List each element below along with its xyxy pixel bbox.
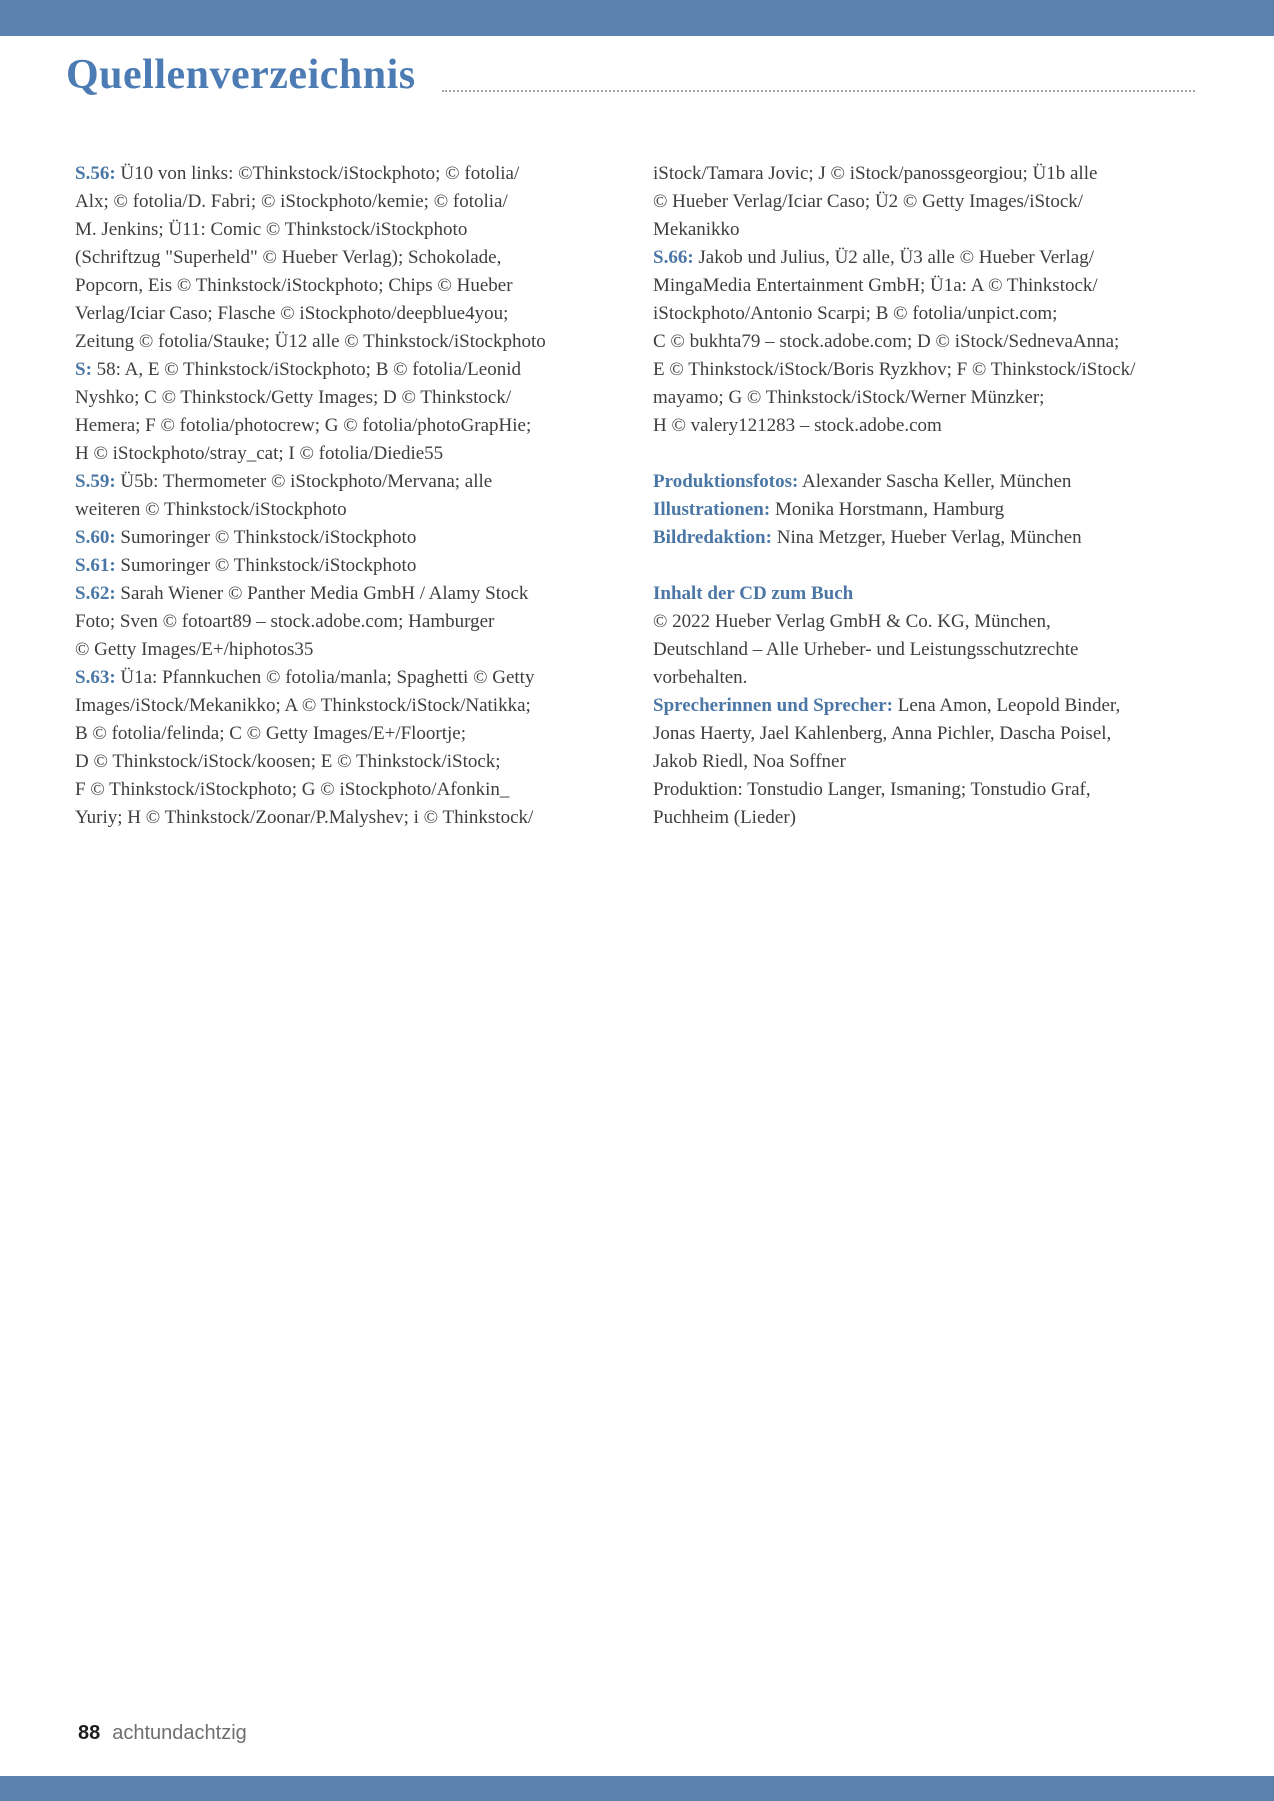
source-line <box>653 636 1199 664</box>
credit-text: weiteren © Thinkstock/iStockphoto <box>75 499 347 520</box>
credit-block <box>653 468 1199 552</box>
credit-text: vorbehalten. <box>653 667 748 688</box>
page-number-word: achtundachtzig <box>112 1722 247 1744</box>
page-ref-label: S.63: <box>75 667 116 688</box>
page-ref-label: Produktionsfotos: <box>653 471 799 492</box>
source-line <box>75 776 653 804</box>
source-line <box>75 748 653 776</box>
source-line <box>75 384 653 412</box>
credit-text: Puchheim (Lieder) <box>653 807 796 828</box>
page-ref-label: Bildredaktion: <box>653 527 772 548</box>
credit-text: Jonas Haerty, Jael Kahlenberg, Anna Pichler, Dascha Poisel, <box>653 723 1112 744</box>
page-ref-label: S: <box>75 359 92 380</box>
credit-text: Produktion: Tonstudio Langer, Ismaning; Tonstudio Graf, <box>653 779 1091 800</box>
credit-text: Nyshko; C © Thinkstock/Getty Images; D © Thinkstock/ <box>75 387 512 408</box>
credits-columns <box>75 160 1199 832</box>
source-line <box>75 636 653 664</box>
credit-text: (Schriftzug "Superheld" © Hueber Verlag); Schokolade, <box>75 247 502 268</box>
page-ref-label: S.66: <box>653 247 694 268</box>
credit-text: Verlag/Iciar Caso; Flasche © iStockphoto/deepblue4you; <box>75 303 509 324</box>
source-line <box>75 440 653 468</box>
credit-text: Zeitung © fotolia/Stauke; Ü12 alle © Thinkstock/iStockphoto <box>75 331 546 352</box>
source-line <box>653 804 1199 832</box>
credit-block <box>75 160 653 832</box>
page-ref-label: S.59: <box>75 471 116 492</box>
page-footer <box>78 1720 247 1746</box>
source-line <box>653 384 1199 412</box>
source-line <box>75 552 653 580</box>
page-ref-label: Sprecherinnen und Sprecher: <box>653 695 893 716</box>
source-line <box>653 188 1199 216</box>
credit-text: M. Jenkins; Ü11: Comic © Thinkstock/iStockphoto <box>75 219 468 240</box>
source-line <box>75 188 653 216</box>
source-line <box>653 692 1199 720</box>
top-bar <box>0 0 1274 36</box>
credit-text: Jakob und Julius, Ü2 alle, Ü3 alle © Hueber Verlag/ <box>693 247 1094 268</box>
credit-text: Alexander Sascha Keller, München <box>798 471 1072 492</box>
credit-text: Mekanikko <box>653 219 740 240</box>
source-line <box>653 664 1199 692</box>
left-column <box>75 160 653 832</box>
source-line <box>75 328 653 356</box>
source-line <box>75 216 653 244</box>
credit-text: Ü1a: Pfannkuchen © fotolia/manla; Spaghetti © Getty <box>115 667 535 688</box>
source-line <box>653 524 1199 552</box>
page-ref-label: S.56: <box>75 163 116 184</box>
credit-text: H © iStockphoto/stray_cat; I © fotolia/Diedie55 <box>75 443 444 464</box>
credit-text: Nina Metzger, Hueber Verlag, München <box>771 527 1082 548</box>
source-line <box>75 468 653 496</box>
source-line <box>653 300 1199 328</box>
credit-text: mayamo; G © Thinkstock/iStock/Werner Münzker; <box>653 387 1045 408</box>
credit-text: MingaMedia Entertainment GmbH; Ü1a: A © Thinkstock/ <box>653 275 1098 296</box>
source-line <box>653 580 1199 608</box>
credit-text: Sumoringer © Thinkstock/iStockphoto <box>115 555 417 576</box>
right-column <box>653 160 1199 832</box>
source-line <box>75 580 653 608</box>
source-line <box>75 272 653 300</box>
source-line <box>653 216 1199 244</box>
credit-text: Foto; Sven © fotoart89 – stock.adobe.com; Hamburger <box>75 611 495 632</box>
source-line <box>653 468 1199 496</box>
credit-text: E © Thinkstock/iStock/Boris Ryzkhov; F © Thinkstock/iStock/ <box>653 359 1136 380</box>
page-ref-label: Illustrationen: <box>653 499 771 520</box>
source-line <box>653 328 1199 356</box>
credit-text: Sarah Wiener © Panther Media GmbH / Alamy Stock <box>115 583 529 604</box>
source-line <box>75 664 653 692</box>
source-line <box>75 524 653 552</box>
credit-text: Yuriy; H © Thinkstock/Zoonar/P.Malyshev; i © Thinkstock/ <box>75 807 534 828</box>
credit-text: H © valery121283 – stock.adobe.com <box>653 415 942 436</box>
title-dotted-line <box>442 90 1195 92</box>
credit-text: Monika Horstmann, Hamburg <box>770 499 1005 520</box>
source-line <box>653 720 1199 748</box>
page-number: 88 <box>78 1722 101 1744</box>
credit-text: © Hueber Verlag/Iciar Caso; Ü2 © Getty Images/iStock/ <box>653 191 1084 212</box>
page-ref-label: S.61: <box>75 555 116 576</box>
source-line <box>653 412 1199 440</box>
credit-text: B © fotolia/felinda; C © Getty Images/E+/Floortje; <box>75 723 467 744</box>
page-title: Quellenverzeichnis <box>66 52 416 98</box>
source-line <box>653 776 1199 804</box>
source-line <box>653 272 1199 300</box>
source-line <box>653 608 1199 636</box>
source-line <box>75 300 653 328</box>
credit-text: F © Thinkstock/iStockphoto; G © iStockphoto/Afonkin_ <box>75 779 510 800</box>
credit-text: Lena Amon, Leopold Binder, <box>893 695 1121 716</box>
credit-text: Hemera; F © fotolia/photocrew; G © fotolia/photoGrapHie; <box>75 415 532 436</box>
source-line <box>75 692 653 720</box>
credit-text: iStockphoto/Antonio Scarpi; B © fotolia/unpict.com; <box>653 303 1058 324</box>
credit-text: Sumoringer © Thinkstock/iStockphoto <box>115 527 417 548</box>
source-line <box>75 412 653 440</box>
credit-text: D © Thinkstock/iStock/koosen; E © Thinkstock/iStock; <box>75 751 501 772</box>
source-line <box>653 356 1199 384</box>
credit-text: 58: A, E © Thinkstock/iStockphoto; B © fotolia/Leonid <box>91 359 521 380</box>
credit-text: Alx; © fotolia/D. Fabri; © iStockphoto/kemie; © fotolia/ <box>75 191 508 212</box>
credit-text: C © bukhta79 – stock.adobe.com; D © iStock/SednevaAnna; <box>653 331 1120 352</box>
source-line <box>653 496 1199 524</box>
source-line <box>653 160 1199 188</box>
credit-block <box>653 580 1199 832</box>
credit-block <box>653 160 1199 440</box>
source-line <box>75 608 653 636</box>
credit-text: Images/iStock/Mekanikko; A © Thinkstock/iStock/Natikka; <box>75 695 531 716</box>
source-line <box>75 720 653 748</box>
page-ref-label: Inhalt der CD zum Buch <box>653 583 854 604</box>
credit-text: Jakob Riedl, Noa Soffner <box>653 751 846 772</box>
source-line <box>75 244 653 272</box>
credit-text: Popcorn, Eis © Thinkstock/iStockphoto; Chips © Hueber <box>75 275 513 296</box>
source-line <box>75 496 653 524</box>
credit-text: Deutschland – Alle Urheber- und Leistungsschutzrechte <box>653 639 1079 660</box>
page-ref-label: S.60: <box>75 527 116 548</box>
credit-text: Ü5b: Thermometer © iStockphoto/Mervana; alle <box>115 471 493 492</box>
credit-text: Ü10 von links: ©Thinkstock/iStockphoto; © fotolia/ <box>115 163 520 184</box>
source-line <box>75 160 653 188</box>
credit-text: © 2022 Hueber Verlag GmbH & Co. KG, München, <box>653 611 1051 632</box>
source-line <box>653 244 1199 272</box>
source-line <box>653 748 1199 776</box>
bottom-bar <box>0 1776 1274 1801</box>
credit-text: iStock/Tamara Jovic; J © iStock/panossgeorgiou; Ü1b alle <box>653 163 1098 184</box>
title-row <box>66 50 1195 100</box>
credit-text: © Getty Images/E+/hiphotos35 <box>75 639 314 660</box>
source-line <box>75 356 653 384</box>
page-ref-label: S.62: <box>75 583 116 604</box>
source-line <box>75 804 653 832</box>
